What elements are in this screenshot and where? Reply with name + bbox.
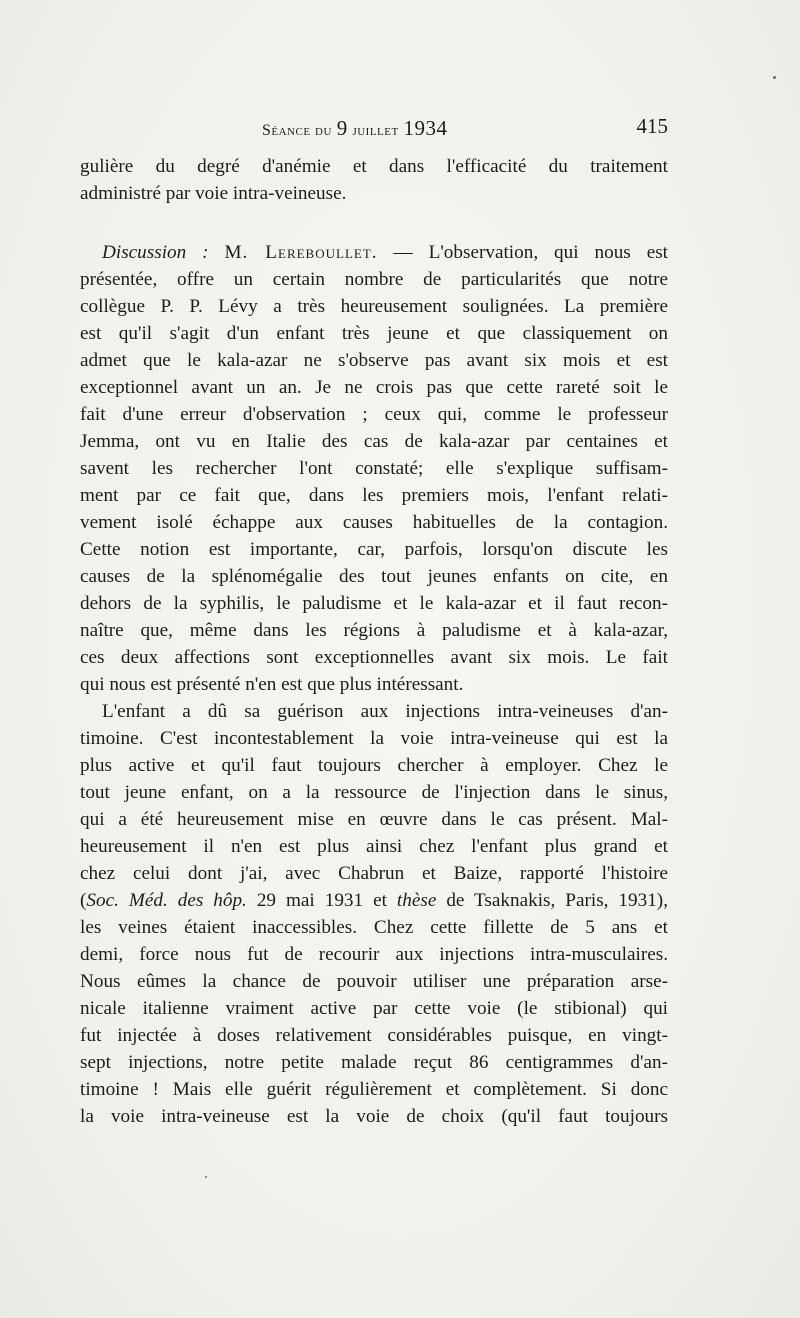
text-line: vement isolé échappe aux causes habituelles de la contagion. bbox=[80, 512, 668, 533]
text-line: causes de la splénomégalie des tout jeunes enfants on cite, en bbox=[80, 566, 668, 587]
text-line: ces deux affections sont exceptionnelles avant six mois. Le fait bbox=[80, 647, 668, 668]
text-line: est qu'il s'agit d'un enfant très jeune et que classiquement on bbox=[80, 323, 668, 344]
text-line: demi, force nous fut de recourir aux injections intra-musculaires. bbox=[80, 944, 668, 965]
paragraph-discussion bbox=[80, 239, 668, 698]
text-line: Nous eûmes la chance de pouvoir utiliser une préparation arse- bbox=[80, 971, 668, 992]
journal-reference: Soc. Méd. des hôp. bbox=[86, 890, 247, 911]
text-line: les veines étaient inaccessibles. Chez cette fillette de 5 ans et bbox=[80, 917, 668, 938]
paper-speck bbox=[205, 1176, 207, 1178]
text-line: timoine ! Mais elle guérit régulièrement et complètement. Si donc bbox=[80, 1079, 668, 1100]
text-line: dehors de la syphilis, le paludisme et le kala-azar et il faut recon- bbox=[80, 593, 668, 614]
text-line: Jemma, ont vu en Italie des cas de kala-azar par centaines et bbox=[80, 431, 668, 452]
text-line: gulière du degré d'anémie et dans l'efficacité du traitement bbox=[80, 156, 668, 177]
text-line: nicale italienne vraiment active par cette voie (le stibional) qui bbox=[80, 998, 668, 1019]
text-line: plus active et qu'il faut toujours chercher à employer. Chez le bbox=[80, 755, 668, 776]
text-line: tout jeune enfant, on a la ressource de l'injection dans le sinus, bbox=[80, 782, 668, 803]
text-line: fait d'une erreur d'observation ; ceux qui, comme le professeur bbox=[80, 404, 668, 425]
running-head: Séance du 9 juillet 1934 bbox=[262, 116, 448, 140]
text-line: fut injectée à doses relativement considérables puisque, en vingt- bbox=[80, 1025, 668, 1046]
text-line: timoine. C'est incontestablement la voie intra-veineuse qui est la bbox=[80, 728, 668, 749]
text-line: la voie intra-veineuse est la voie de choix (qu'il faut toujours bbox=[80, 1106, 668, 1127]
text-line: ment par ce fait que, dans les premiers mois, l'enfant relati- bbox=[80, 485, 668, 506]
text-line: collègue P. P. Lévy a très heureusement soulignées. La première bbox=[80, 296, 668, 317]
text-line: présentée, offre un certain nombre de particularités que notre bbox=[80, 269, 668, 290]
text-line: qui nous est présenté n'en est que plus intéressant. bbox=[80, 674, 464, 695]
text-line: heureusement il n'en est plus ainsi chez l'enfant plus grand et bbox=[80, 836, 668, 857]
speaker-name: M. Lereboullet. bbox=[224, 242, 378, 263]
text-line: chez celui dont j'ai, avec Chabrun et Baize, rapporté l'histoire bbox=[80, 863, 668, 884]
paragraph-treatment bbox=[80, 698, 668, 1130]
paper-speck bbox=[773, 76, 776, 79]
text-line: naître que, même dans les régions à paludisme et à kala-azar, bbox=[80, 620, 668, 641]
discussion-lead-line bbox=[80, 239, 668, 266]
text-line: admet que le kala-azar ne s'observe pas avant six mois et est bbox=[80, 350, 668, 371]
text-line: Cette notion est importante, car, parfois, lorsqu'on discute les bbox=[80, 539, 668, 560]
paragraph-continuation bbox=[80, 153, 668, 207]
these-reference: thèse bbox=[396, 890, 437, 911]
page-header bbox=[80, 116, 668, 146]
citation-line: (Soc. Méd. des hôp. 29 mai 1931 et thèse de Tsaknakis, Paris, 1931), bbox=[80, 890, 668, 911]
text-line: administré par voie intra-veineuse. bbox=[80, 183, 347, 204]
page-number: 415 bbox=[636, 114, 668, 138]
text-line: exceptionnel avant un an. Je ne crois pas que cette rareté soit le bbox=[80, 377, 668, 398]
text-line: L'enfant a dû sa guérison aux injections intra-veineuses d'an- bbox=[102, 701, 668, 722]
text-line: savent les rechercher l'ont constaté; elle s'explique suffisam- bbox=[80, 458, 668, 479]
body-text bbox=[80, 153, 668, 1130]
lead-rest: — L'observation, qui nous est bbox=[393, 242, 669, 263]
text-line: sept injections, notre petite malade reçut 86 centigrammes d'an- bbox=[80, 1052, 668, 1073]
discussion-label: Discussion : bbox=[102, 242, 209, 263]
text-line: qui a été heureusement mise en œuvre dans le cas présent. Mal- bbox=[80, 809, 668, 830]
